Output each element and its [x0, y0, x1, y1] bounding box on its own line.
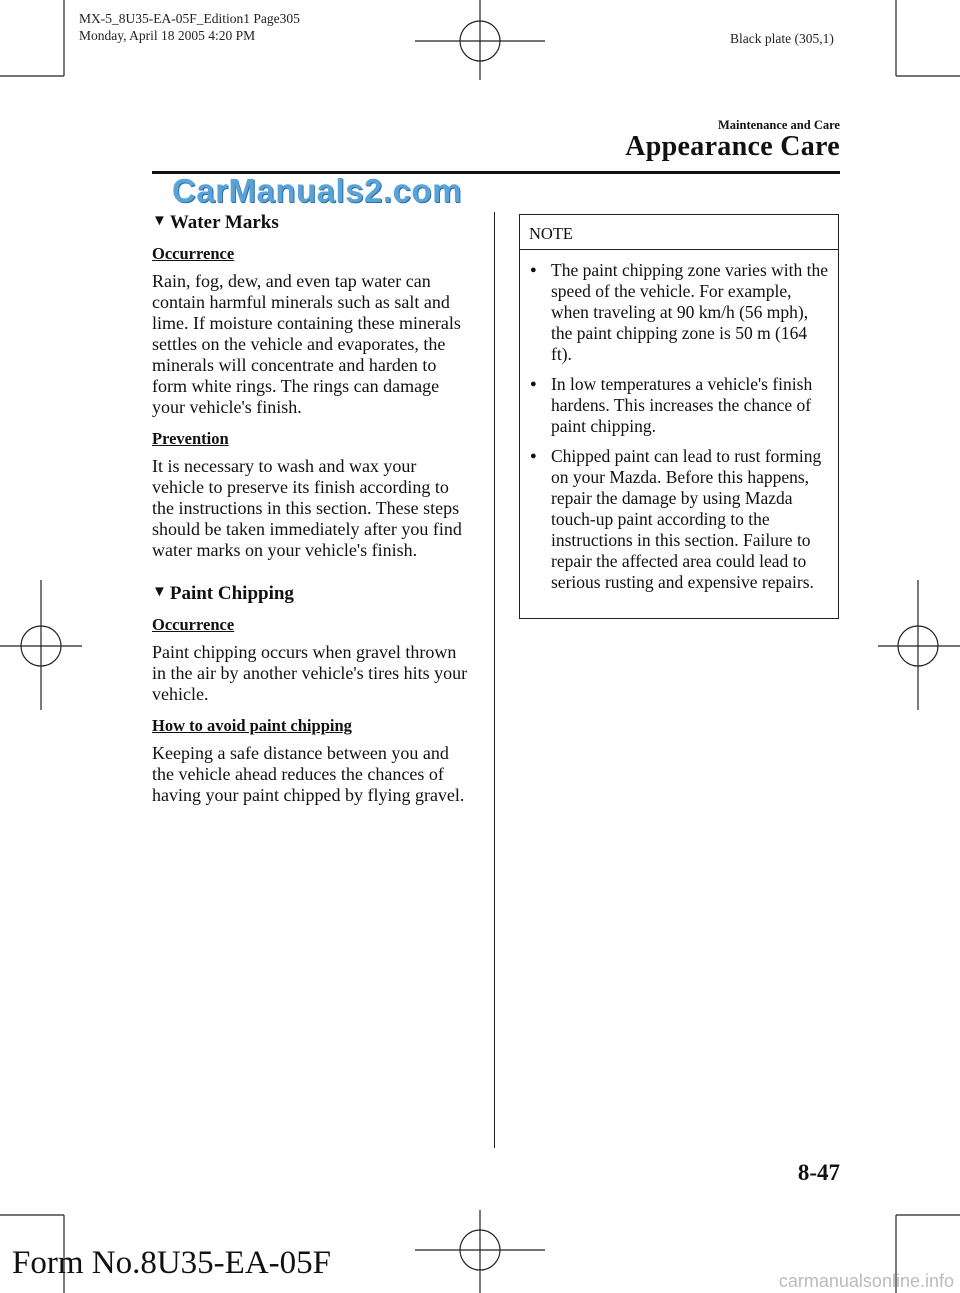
- note-box: [519, 214, 839, 619]
- print-info: [79, 10, 300, 44]
- plate-info: Black plate (305,1): [730, 31, 834, 46]
- form-number: Form No.8U35-EA-05F: [12, 1245, 331, 1281]
- note-item-text: Chipped paint can lead to rust forming on your Mazda. Before this happens, repair the damage by using Mazda touch-up paint according to the instructions in this section. Failure to repair the affected area could lead to serious rusting and expensive repairs.: [551, 446, 822, 592]
- section-label: Maintenance and Care: [718, 118, 840, 132]
- triangle-bullet-icon: ▼: [152, 213, 167, 229]
- left-column: [152, 212, 472, 816]
- list-item: [530, 260, 832, 365]
- chapter-title: Appearance Care: [625, 131, 840, 162]
- note-item-text: The paint chipping zone varies with the speed of the vehicle. For example, when traveling at 90 km/h (56 mph), the paint chipping zone is 50 m (164 ft).: [551, 260, 829, 364]
- water-marks-prevention-label: Prevention: [152, 429, 229, 448]
- page-number: 8-47: [797, 1160, 840, 1185]
- water-marks-occurrence-label: Occurrence: [152, 244, 235, 263]
- water-marks-prevention-text: It is necessary to wash and wax your vehicle to preserve its finish according to the instructions in this section. These steps should be taken immediately after you find water marks on your vehicle's finish.: [152, 456, 462, 560]
- bullet-icon: ●: [530, 378, 537, 390]
- paint-chipping-heading: [152, 583, 472, 604]
- watermark-logo: CarManuals2.com: [172, 172, 462, 209]
- paint-chipping-avoid-label: How to avoid paint chipping: [152, 716, 352, 735]
- water-marks-occurrence-text: Rain, fog, dew, and even tap water can contain harmful minerals such as salt and lime. If moisture containing these minerals settles on the vehicle and evaporates, the minerals will concentrate and harden to form white rings. The rings can damage your vehicle's finish.: [152, 271, 461, 417]
- print-info-file: MX-5_8U35-EA-05F_Edition1 Page305: [79, 11, 300, 26]
- triangle-bullet-icon: ▼: [152, 584, 167, 600]
- paint-chipping-occurrence-text: Paint chipping occurs when gravel thrown in the air by another vehicle's tires hits your vehicle.: [152, 642, 468, 704]
- bullet-icon: ●: [530, 450, 537, 462]
- paint-chipping-heading-text: Paint Chipping: [169, 583, 294, 604]
- bullet-icon: ●: [530, 264, 537, 276]
- list-item: [530, 446, 832, 593]
- footer-watermark: carmanualsonline.info: [778, 1271, 954, 1291]
- print-info-date: Monday, April 18 2005 4:20 PM: [79, 28, 256, 43]
- note-title: NOTE: [520, 215, 838, 250]
- paint-chipping-occurrence-label: Occurrence: [152, 615, 235, 634]
- list-item: [530, 374, 832, 437]
- paint-chipping-avoid-text: Keeping a safe distance between you and the vehicle ahead reduces the chances of having your paint chipped by flying gravel.: [152, 743, 465, 805]
- note-list: [520, 250, 838, 593]
- water-marks-heading: [152, 212, 472, 233]
- column-divider: [494, 212, 495, 1148]
- water-marks-heading-text: Water Marks: [169, 212, 279, 233]
- note-item-text: In low temperatures a vehicle's finish hardens. This increases the chance of paint chipping.: [551, 374, 813, 436]
